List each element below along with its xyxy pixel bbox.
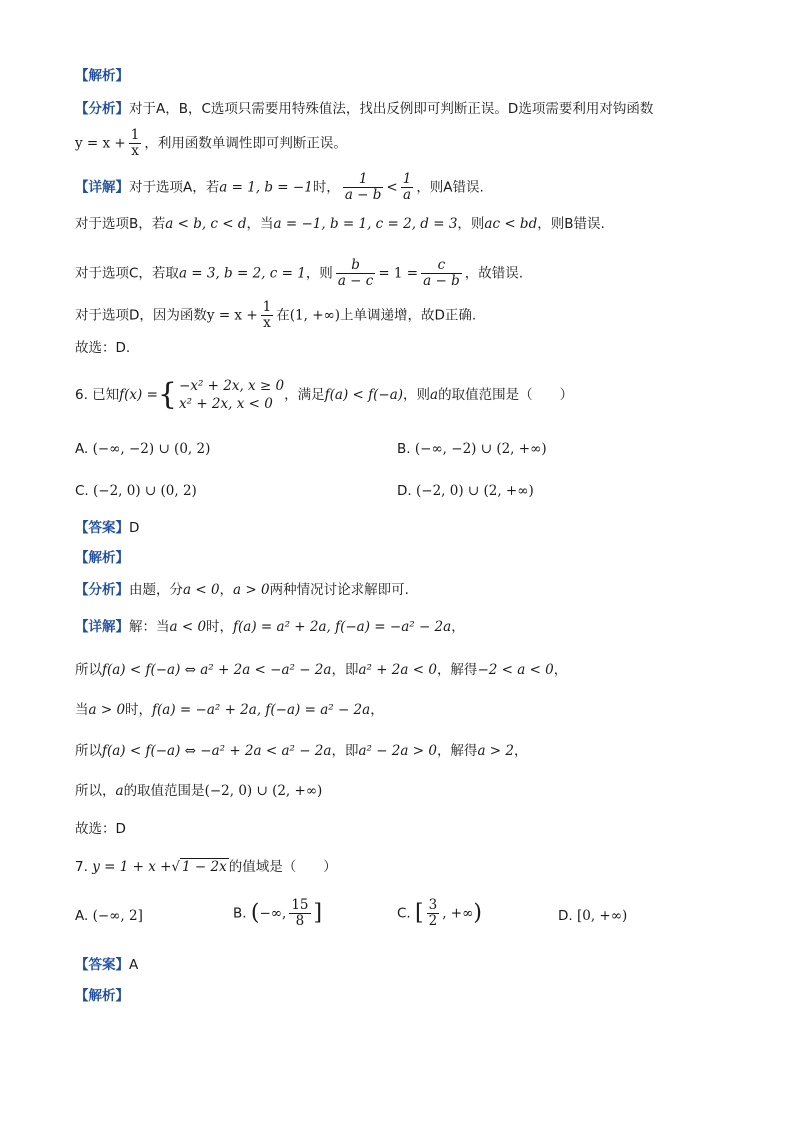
option-value-pre: −∞, xyxy=(259,905,287,922)
q6-stem-mid2: ，则 xyxy=(403,387,431,403)
fraction-denominator: a − c xyxy=(337,273,374,289)
q6-d4-sol: a > 2 xyxy=(477,743,514,759)
analyze-tag: 【分析】 xyxy=(75,101,129,117)
q7-option-d[interactable] xyxy=(558,905,627,927)
fraction-denominator: 2 xyxy=(428,913,438,929)
q5-detail-b-cond: a < b, c < d xyxy=(165,216,247,232)
fraction-denominator: x xyxy=(131,143,139,159)
q6-d3-cond: a > 0 xyxy=(88,702,126,718)
q5-detail-a-frac2 xyxy=(401,172,414,203)
q6-d5-range: (−2, 0) ∪ (2, +∞) xyxy=(204,783,323,799)
option-letter: A. xyxy=(75,441,89,457)
q6-detail-3 xyxy=(75,700,384,720)
q6-d5-mid: 的取值范围是 xyxy=(123,783,205,799)
left-bracket-icon: [ xyxy=(415,900,424,926)
fraction-numerator: c xyxy=(421,258,462,274)
q6-detail-2 xyxy=(75,660,567,680)
q5-detail-a-post: ，则A错误. xyxy=(416,179,484,196)
q5-detail-b-mid2: ，则 xyxy=(457,216,485,232)
q5-detail-b-post: ，则B错误. xyxy=(537,216,605,232)
q5-analyze-fn: y = x + xyxy=(75,135,126,152)
analysis-heading xyxy=(75,66,129,86)
q5-choice xyxy=(75,338,130,358)
q5-detail-d-fn: y = x + xyxy=(206,307,258,324)
q5-detail-d xyxy=(75,300,476,331)
q5-detail-b-ineq: ac < bd xyxy=(484,216,538,232)
q5-detail-d-interval: (1, +∞) xyxy=(289,307,341,324)
right-paren-icon: ) xyxy=(473,900,482,926)
q6-detail-4 xyxy=(75,741,527,761)
q6-analyze-sep: ， xyxy=(219,582,234,598)
q6-stem-var: a xyxy=(430,387,439,403)
q6-d1-mid: 时， xyxy=(206,619,234,635)
fraction-denominator: a − b xyxy=(423,273,460,289)
q6-d3-mid: 时， xyxy=(125,702,153,718)
q5-analyze-post: ，利用函数单调性即可判断正误。 xyxy=(144,135,347,152)
q5-detail-a-lt: < xyxy=(386,179,398,196)
analyze-tag: 【分析】 xyxy=(75,582,129,598)
q6-option-d[interactable] xyxy=(397,480,534,502)
q5-detail-a-mid: 时， xyxy=(312,179,340,196)
option-letter: C. xyxy=(397,905,411,922)
q6-stem-cond: f(a) < f(−a) xyxy=(324,387,404,403)
q6-detail-5 xyxy=(75,781,322,801)
q7-option-a[interactable] xyxy=(75,905,143,927)
q7-number: 7. xyxy=(75,859,88,875)
analysis-tag: 【解析】 xyxy=(75,988,129,1004)
q5-detail-c-mid: ，则 xyxy=(305,265,333,282)
q6-stem xyxy=(75,377,573,413)
option-value: (−∞, −2) ∪ (2, +∞) xyxy=(414,441,547,457)
q5-detail-c-frac1 xyxy=(336,258,376,289)
q6-d2-pre: 所以 xyxy=(75,662,102,678)
option-value: (−∞, 2] xyxy=(92,908,143,924)
q6-d4-math: f(a) < f(−a) ⇔ −a² + 2a < a² − 2a xyxy=(102,743,332,759)
sqrt-icon: √ xyxy=(171,859,181,875)
option-value: (−2, 0) ∪ (2, +∞) xyxy=(415,483,534,499)
q6-option-b[interactable] xyxy=(397,438,547,460)
option-letter: C. xyxy=(75,483,89,499)
q6-d5-pre: 所以， xyxy=(75,783,116,799)
q6-stem-post: 的取值范围是（ ） xyxy=(438,387,574,403)
q6-d1-math: f(a) = a² + 2a, f(−a) = −a² − 2a xyxy=(233,619,452,635)
q6-analyze-c2: a > 0 xyxy=(233,582,270,598)
q5-detail-b-mid: ，当 xyxy=(246,216,274,232)
q6-d5-var: a xyxy=(115,783,124,799)
q6-d4-post: ， xyxy=(513,743,528,759)
option-letter: A. xyxy=(75,908,89,924)
q7-option-b[interactable] xyxy=(233,898,322,929)
q6-cases xyxy=(179,377,284,413)
detail-tag: 【详解】 xyxy=(75,179,129,196)
q6-d4-mid: ，即 xyxy=(331,743,359,759)
q5-detail-b-pre: 对于选项B，若 xyxy=(75,216,166,232)
option-letter: D. xyxy=(558,908,573,924)
q7-answer xyxy=(75,955,138,975)
q5-detail-b xyxy=(75,214,605,234)
q5-analyze-line1 xyxy=(75,99,653,119)
q5-detail-c-vals: a = 3, b = 2, c = 1 xyxy=(178,265,306,282)
option-letter: B. xyxy=(233,905,247,922)
q6-number: 6. 已知 xyxy=(75,387,120,403)
q5-detail-a-math: a = 1, b = −1 xyxy=(219,179,313,196)
option-value: [0, +∞) xyxy=(576,908,628,924)
fraction-denominator: 8 xyxy=(295,913,305,929)
option-value: (−2, 0) ∪ (0, 2) xyxy=(93,483,197,499)
q6-d3-math: f(a) = −a² + 2a, f(−a) = a² − 2a xyxy=(152,702,371,718)
q6-d4-pre: 所以 xyxy=(75,743,102,759)
q6-d2-math: f(a) < f(−a) ⇔ a² + 2a < −a² − 2a xyxy=(102,662,332,678)
answer-tag: 【答案】 xyxy=(75,520,129,536)
q6-d4-ineq: a² − 2a > 0 xyxy=(358,743,437,759)
q7-option-c[interactable] xyxy=(397,898,482,929)
fraction-numerator: 1 xyxy=(130,127,140,143)
q6-d2-mid2: ，解得 xyxy=(436,662,478,678)
q5-detail-d-frac xyxy=(261,300,274,331)
option-letter: B. xyxy=(397,441,411,457)
q5-detail-d-pre: 对于选项D，因为函数 xyxy=(75,307,207,324)
q6-d1-post: ， xyxy=(451,619,465,635)
option-letter: D. xyxy=(397,483,412,499)
q6-answer-value: D xyxy=(129,520,140,536)
q6-case1: −x² + 2x, x ≥ 0 xyxy=(179,378,285,394)
q5-detail-c-eq: = 1 = xyxy=(378,265,419,282)
q6-d3-pre: 当 xyxy=(75,702,89,718)
q6-analyze-post: 两种情况讨论求解即可. xyxy=(269,582,409,598)
fraction-numerator: 1 xyxy=(343,172,384,188)
q6-analysis-heading xyxy=(75,548,129,568)
fraction-numerator: 15 xyxy=(291,897,309,913)
fraction-numerator: 1 xyxy=(262,299,272,315)
q6-d2-post: ， xyxy=(553,662,568,678)
fraction-numerator: 3 xyxy=(428,897,438,913)
q6-stem-mid: ，满足 xyxy=(284,387,325,403)
right-bracket-icon: ] xyxy=(313,900,323,926)
q7-option-c-frac xyxy=(427,898,440,929)
q5-detail-c xyxy=(75,258,523,289)
q5-detail-a xyxy=(75,172,484,203)
q7-stem xyxy=(75,857,337,877)
q6-answer xyxy=(75,518,139,538)
q7-analysis-heading xyxy=(75,986,129,1006)
q6-d2-sol: −2 < a < 0 xyxy=(477,662,554,678)
fraction-denominator: a − b xyxy=(344,187,382,203)
q6-analyze xyxy=(75,580,409,600)
q6-option-c[interactable] xyxy=(75,480,197,502)
q7-option-b-frac xyxy=(289,898,310,929)
q5-detail-c-post: ，故错误. xyxy=(464,265,524,282)
q6-detail-1 xyxy=(75,617,465,637)
q5-detail-d-mid: 在 xyxy=(276,307,290,324)
q6-analyze-c1: a < 0 xyxy=(183,582,220,598)
q6-option-a[interactable] xyxy=(75,438,210,460)
option-value-post: , +∞ xyxy=(442,905,474,922)
q6-d2-ineq: a² + 2a < 0 xyxy=(358,662,437,678)
q5-choice-text: 故选：D. xyxy=(75,340,131,356)
q6-d1-pre: 解：当 xyxy=(129,619,170,635)
q6-analyze-pre: 由题，分 xyxy=(129,582,183,598)
q5-detail-a-pre: 对于选项A，若 xyxy=(129,179,220,196)
q7-answer-value: A xyxy=(129,957,139,973)
detail-tag: 【详解】 xyxy=(75,619,129,635)
fraction-denominator: a xyxy=(402,187,412,203)
q6-case2: x² + 2x, x < 0 xyxy=(179,396,273,412)
q5-analyze-fraction xyxy=(129,128,142,159)
q6-d3-post: ， xyxy=(370,702,384,718)
fraction-numerator: 1 xyxy=(402,171,412,187)
q6-fx: f(x) = xyxy=(119,387,158,403)
q7-sqrt-radicand: 1 − 2x xyxy=(182,859,227,875)
fraction-numerator: b xyxy=(336,258,376,274)
q5-detail-a-frac1 xyxy=(343,172,384,203)
q6-d2-mid: ，即 xyxy=(331,662,359,678)
left-paren-icon: ( xyxy=(250,900,260,926)
q6-choice xyxy=(75,819,126,839)
q6-d1-cond: a < 0 xyxy=(169,619,207,635)
fraction-denominator: x xyxy=(263,315,271,331)
q5-detail-b-vals: a = −1, b = 1, c = 2, d = 3 xyxy=(273,216,458,232)
q5-analyze-line2 xyxy=(75,128,347,159)
q5-detail-d-post: 上单调递增，故D正确. xyxy=(340,307,477,324)
q6-d4-mid2: ，解得 xyxy=(436,743,478,759)
left-brace-icon: { xyxy=(157,377,178,412)
q5-detail-c-frac2 xyxy=(421,258,462,289)
option-value: (−∞, −2) ∪ (0, 2) xyxy=(92,441,211,457)
analysis-tag: 【解析】 xyxy=(75,68,129,84)
q7-stem-post: 的值域是（ ） xyxy=(228,859,337,875)
q5-detail-c-pre: 对于选项C，若取 xyxy=(75,265,179,282)
q5-analyze-text: 对于A，B，C选项只需要用特殊值法，找出反例即可判断正误。D选项需要利用对钩函数 xyxy=(129,101,654,117)
q7-expr: y = 1 + x + xyxy=(92,859,172,875)
answer-tag: 【答案】 xyxy=(75,957,129,973)
q6-choice-text: 故选：D xyxy=(75,821,126,837)
analysis-tag: 【解析】 xyxy=(75,550,129,566)
